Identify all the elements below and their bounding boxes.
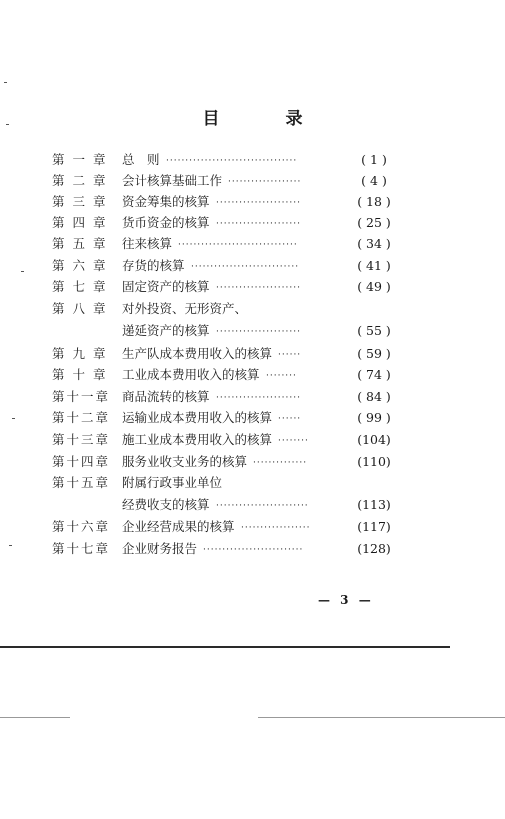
scan-speck [4,82,7,83]
chapter-number: 第 二 章 [52,173,108,188]
leader-dots: ········ [266,371,297,381]
page-ref: ( 34 ) [357,236,391,251]
page-ref: ( 55 ) [357,323,391,338]
chapter-title: 附属行政事业单位 [122,475,223,490]
scan-speck [6,124,9,125]
page-number: — 3 — [318,593,374,607]
toc-entry [52,452,397,472]
toc-entry [52,495,397,515]
chapter-number: 第十二章 [52,410,111,425]
chapter-title: 递延资产的核算 [122,323,210,338]
leader-dots: ······················ [216,219,301,229]
chapter-number: 第 三 章 [52,194,108,209]
chapter-title: 生产队成本费用收入的核算 [122,346,273,361]
leader-dots: ·················· [241,523,311,533]
toc-entry [52,408,397,428]
page-ref: ( 25 ) [357,215,391,230]
chapter-title: 企业经营成果的核算 [122,519,235,534]
toc-entry [52,344,397,364]
leader-dots: ··················· [228,177,302,187]
scan-edge-line [0,646,450,648]
chapter-number: 第 四 章 [52,215,108,230]
scan-speck [12,418,15,419]
leader-dots: ······················ [216,393,301,403]
chapter-number: 第 六 章 [52,258,108,273]
toc-entry [52,192,397,212]
chapter-number: 第 五 章 [52,236,108,251]
leader-dots: ······················ [216,327,301,337]
chapter-number: 第十五章 [52,475,111,490]
page-ref: ( 49 ) [357,279,391,294]
page-ref: ( 41 ) [357,258,391,273]
leader-dots: ························ [216,501,309,511]
chapter-title: 资金筹集的核算 [122,194,210,209]
page-ref: ( 4 ) [361,173,387,188]
chapter-title: 运输业成本费用收入的核算 [122,410,273,425]
leader-dots: ······················ [216,198,301,208]
toc-entry [52,517,397,537]
chapter-title: 企业财务报告 [122,541,198,556]
chapter-number: 第 七 章 [52,279,108,294]
leader-dots: ·································· [166,156,298,166]
toc-entry [52,299,397,319]
toc-title: 目 录 [202,109,333,129]
toc-entry [52,277,397,297]
leader-dots: ···························· [191,262,300,272]
chapter-number: 第 十 章 [52,367,108,382]
toc-entry [52,150,397,170]
chapter-title: 服务业收支业务的核算 [122,454,248,469]
page-ref: (113) [357,497,391,512]
page-ref: ( 18 ) [357,194,391,209]
scan-edge-line-lower [0,717,70,718]
chapter-number: 第 九 章 [52,346,108,361]
scan-speck [21,271,24,272]
page-ref: (110) [357,454,391,469]
toc-entry [52,171,397,191]
chapter-title: 会计核算基础工作 [122,173,223,188]
chapter-number: 第十六章 [52,519,111,534]
leader-dots: ·························· [203,545,304,555]
leader-dots: ······························· [178,240,298,250]
page-ref: (128) [357,541,391,556]
chapter-title: 施工业成本费用收入的核算 [122,432,273,447]
leader-dots: ········ [278,436,309,446]
toc-entry [52,387,397,407]
chapter-title: 经费收支的核算 [122,497,210,512]
toc-entry [52,256,397,276]
chapter-title: 对外投资、无形资产、 [122,301,248,316]
chapter-number: 第十一章 [52,389,111,404]
chapter-number: 第 一 章 [52,152,108,167]
chapter-title: 货币资金的核算 [122,215,210,230]
toc-entry [52,473,397,493]
leader-dots: ······················ [216,283,301,293]
chapter-number: 第十三章 [52,432,111,447]
page-ref: ( 1 ) [361,152,387,167]
scan-speck [9,545,12,546]
page-ref: ( 99 ) [357,410,391,425]
chapter-title: 存货的核算 [122,258,185,273]
page-ref: ( 74 ) [357,367,391,382]
page-ref: (117) [357,519,391,534]
chapter-number: 第十四章 [52,454,111,469]
chapter-number: 第 八 章 [52,301,108,316]
toc-entry [52,321,397,341]
page-ref: (104) [357,432,391,447]
chapter-number: 第十七章 [52,541,111,556]
leader-dots: ·············· [253,458,308,468]
page-ref: ( 59 ) [357,346,391,361]
toc-entry [52,365,397,385]
toc-entry [52,430,397,450]
leader-dots: ······ [278,350,302,360]
chapter-title: 固定资产的核算 [122,279,210,294]
leader-dots: ······ [278,414,302,424]
page-ref: ( 84 ) [357,389,391,404]
scan-edge-line-lower-right [258,717,505,718]
chapter-title: 工业成本费用收入的核算 [122,367,260,382]
chapter-title: 往来核算 [122,236,173,251]
toc-entry [52,234,397,254]
chapter-title: 总 则 [122,152,160,167]
chapter-title: 商品流转的核算 [122,389,210,404]
toc-entry [52,539,397,559]
toc-entry [52,213,397,233]
